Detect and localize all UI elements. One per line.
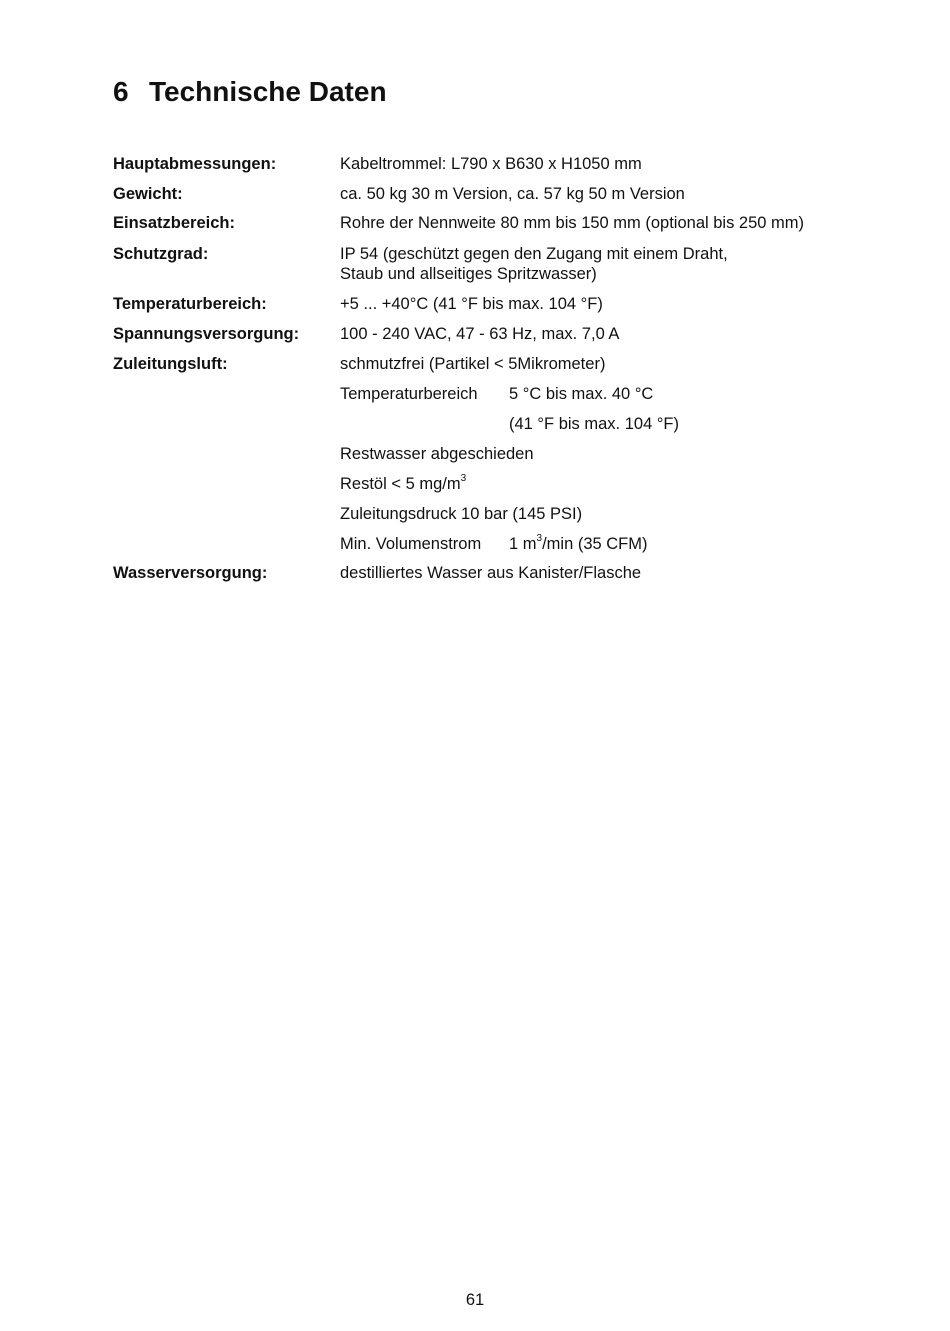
- spec-value-line2: Staub und allseitiges Spritzwasser): [340, 265, 597, 283]
- air-temp-label: Temperaturbereich: [340, 385, 478, 403]
- section-number: 6: [113, 76, 129, 107]
- spec-value: ca. 50 kg 30 m Version, ca. 57 kg 50 m Version: [340, 185, 685, 203]
- spec-label: Zuleitungsluft:: [113, 355, 228, 373]
- spec-value-line1: IP 54 (geschützt gegen den Zugang mit einem Draht,: [340, 245, 728, 263]
- spec-value: 100 - 240 VAC, 47 - 63 Hz, max. 7,0 A: [340, 325, 620, 343]
- spec-label: Schutzgrad:: [113, 245, 209, 263]
- spec-label: Einsatzbereich:: [113, 214, 235, 232]
- air-temp-value: 5 °C bis max. 40 °C: [509, 385, 654, 403]
- air-residual-oil: Restöl < 5 $mg/m^3$: [340, 472, 467, 493]
- section-title: [113, 76, 387, 108]
- air-flow-value: 1 $m^3/\min$ (35 CFM): [509, 532, 648, 553]
- spec-label: Spannungsversorgung:: [113, 325, 300, 343]
- air-flow-label: Min. Volumenstrom: [340, 535, 482, 553]
- spec-value: schmutzfrei (Partikel < 5Mikrometer): [340, 355, 606, 373]
- page-number: 61: [465, 1291, 485, 1309]
- air-supply-pressure: Zuleitungsdruck 10 bar (145 PSI): [340, 505, 583, 523]
- spec-value: +5 ... +40°C (41 °F bis max. 104 °F): [340, 295, 603, 313]
- superscript-exponent: 3: [536, 532, 543, 544]
- spec-label: Wasserversorgung:: [113, 564, 268, 582]
- air-residual-water: Restwasser abgeschieden: [340, 445, 534, 463]
- spec-value: Kabeltrommel: L790 x B630 x H1050 mm: [340, 155, 642, 173]
- section-heading-text: Technische Daten: [149, 76, 387, 107]
- spec-value: Rohre der Nennweite 80 mm bis 150 mm (optional bis 250 mm): [340, 214, 805, 232]
- spec-label: Temperaturbereich:: [113, 295, 267, 313]
- superscript-exponent: 3: [460, 472, 467, 484]
- air-temp-value-fahrenheit: (41 °F bis max. 104 °F): [509, 415, 679, 433]
- spec-label: Gewicht:: [113, 185, 183, 203]
- spec-value: destilliertes Wasser aus Kanister/Flasche: [340, 564, 642, 582]
- spec-label: Hauptabmessungen:: [113, 155, 277, 173]
